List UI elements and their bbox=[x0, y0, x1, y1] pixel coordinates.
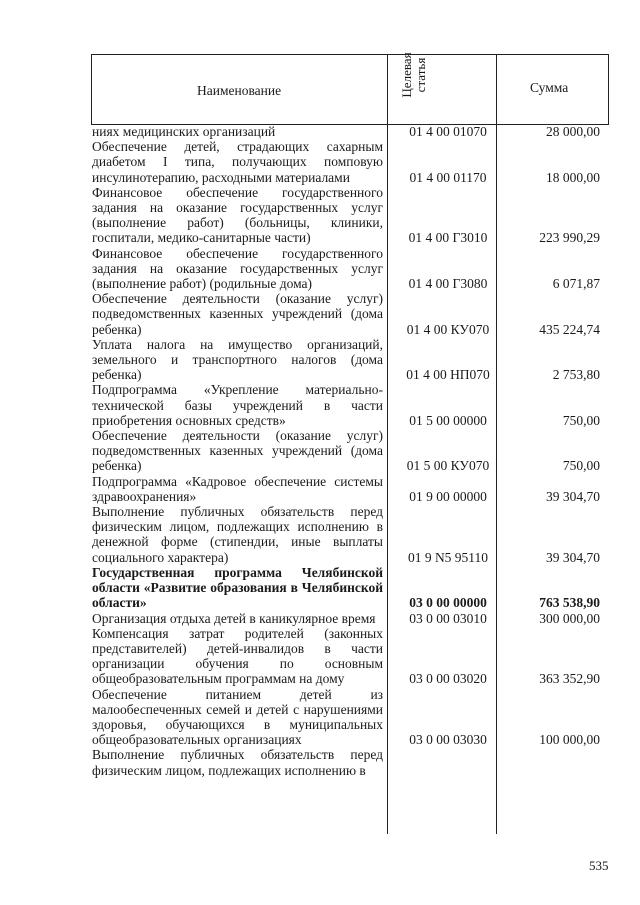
row-amount: 763 538,90 bbox=[539, 595, 600, 611]
table-row-program bbox=[92, 565, 608, 611]
header-top-border bbox=[91, 54, 609, 55]
table-row bbox=[92, 124, 608, 139]
table-row bbox=[92, 611, 608, 626]
table-right-border bbox=[608, 54, 609, 125]
row-code: 03 0 00 03020 bbox=[409, 671, 487, 687]
header-name: Наименование bbox=[197, 83, 282, 98]
table-row bbox=[92, 428, 608, 474]
row-amount: 300 000,00 bbox=[539, 610, 600, 626]
page-number: 535 bbox=[589, 858, 609, 873]
row-code: 03 0 00 00000 bbox=[409, 595, 487, 611]
row-amount: 435 224,74 bbox=[539, 321, 600, 337]
table-body bbox=[92, 124, 608, 778]
row-name: Обеспечение деятельности (оказание услуг) подведомственных казенных учреждений (дома ребенка) bbox=[92, 291, 383, 337]
row-name: Уплата налога на имущество организаций, земельного и транспортного налогов (дома ребенка) bbox=[92, 336, 383, 383]
row-amount: 39 304,70 bbox=[546, 488, 600, 504]
row-code: 03 0 00 03010 bbox=[409, 610, 487, 626]
row-name: Подпрограмма «Кадровое обеспечение системы здравоохранения» bbox=[92, 473, 383, 504]
table-row bbox=[92, 474, 608, 504]
row-code: 03 0 00 03030 bbox=[409, 732, 487, 748]
row-amount: 100 000,00 bbox=[539, 732, 600, 748]
row-name: Выполнение публичных обязательств перед физическим лицом, подлежащих исполнению в bbox=[92, 747, 383, 778]
row-amount: 6 071,87 bbox=[552, 276, 600, 292]
row-code: 01 9 N5 95110 bbox=[407, 549, 489, 565]
table-row bbox=[92, 139, 608, 185]
row-amount: 18 000,00 bbox=[546, 169, 600, 185]
row-code: 01 4 00 Г3010 bbox=[408, 230, 488, 246]
header-code: Целевая статья bbox=[399, 52, 428, 98]
row-name: Компенсация затрат родителей (законных представителей) детей-инвалидов в части организации обучения по основным общеобразовательным программам на дому bbox=[92, 625, 383, 687]
header-amount: Сумма bbox=[530, 80, 569, 95]
row-code: 01 4 00 01170 bbox=[409, 169, 487, 185]
row-amount: 28 000,00 bbox=[546, 124, 600, 139]
row-amount: 39 304,70 bbox=[546, 549, 600, 565]
row-amount: 2 753,80 bbox=[552, 367, 600, 383]
table-row bbox=[92, 382, 608, 428]
row-name: Организация отдыха детей в каникулярное время bbox=[92, 610, 376, 626]
table-row bbox=[92, 337, 608, 383]
row-amount: 363 352,90 bbox=[539, 671, 600, 687]
row-name: ниях медицинских организаций bbox=[92, 124, 276, 139]
row-code: 01 4 00 КУ070 bbox=[406, 321, 490, 337]
row-name: Государственная программа Челябинской области «Развитие образования в Челябинской области» bbox=[92, 564, 383, 611]
row-code: 01 5 00 00000 bbox=[409, 412, 487, 428]
table-row bbox=[92, 246, 608, 292]
table-left-border bbox=[91, 54, 92, 125]
table-row bbox=[92, 291, 608, 337]
row-name: Финансовое обеспечение государственного задания на оказание государственных услуг (выполнение работ) (больницы, клиники, госпитали, медико-санитарные части) bbox=[92, 184, 383, 246]
table-row bbox=[92, 185, 608, 246]
row-amount: 750,00 bbox=[562, 458, 600, 474]
row-name: Финансовое обеспечение государственного задания на оказание государственных услуг (выполнение работ) (родильные дома) bbox=[92, 245, 383, 292]
row-code: 01 9 00 00000 bbox=[409, 488, 487, 504]
row-name: Обеспечение питанием детей из малообеспеченных семей и детей с нарушениями здоровья, обучающихся в муниципальных общеобразовательных организациях bbox=[92, 686, 383, 748]
row-code: 01 4 00 НП070 bbox=[406, 367, 490, 383]
row-name: Подпрограмма «Укрепление материально-технической базы учреждений в части приобретения основных средств» bbox=[92, 382, 383, 428]
table-row bbox=[92, 504, 608, 565]
table-row bbox=[92, 626, 608, 687]
row-code: 01 5 00 КУ070 bbox=[406, 458, 490, 474]
table-row bbox=[92, 747, 608, 777]
table-row bbox=[92, 687, 608, 748]
row-name: Обеспечение деятельности (оказание услуг) подведомственных казенных учреждений (дома ребенка) bbox=[92, 428, 383, 474]
row-code: 01 4 00 Г3080 bbox=[408, 276, 488, 292]
row-name: Выполнение публичных обязательств перед физическим лицом, подлежащих исполнению в денежной форме (стипендии, иные выплаты социального характера) bbox=[92, 504, 383, 565]
row-amount: 223 990,29 bbox=[539, 230, 600, 246]
row-name: Обеспечение детей, страдающих сахарным диабетом I типа, получающих помповую инсулинотерапию, расходными материалами bbox=[92, 139, 383, 185]
row-code: 01 4 00 01070 bbox=[409, 124, 487, 139]
row-amount: 750,00 bbox=[562, 412, 600, 428]
